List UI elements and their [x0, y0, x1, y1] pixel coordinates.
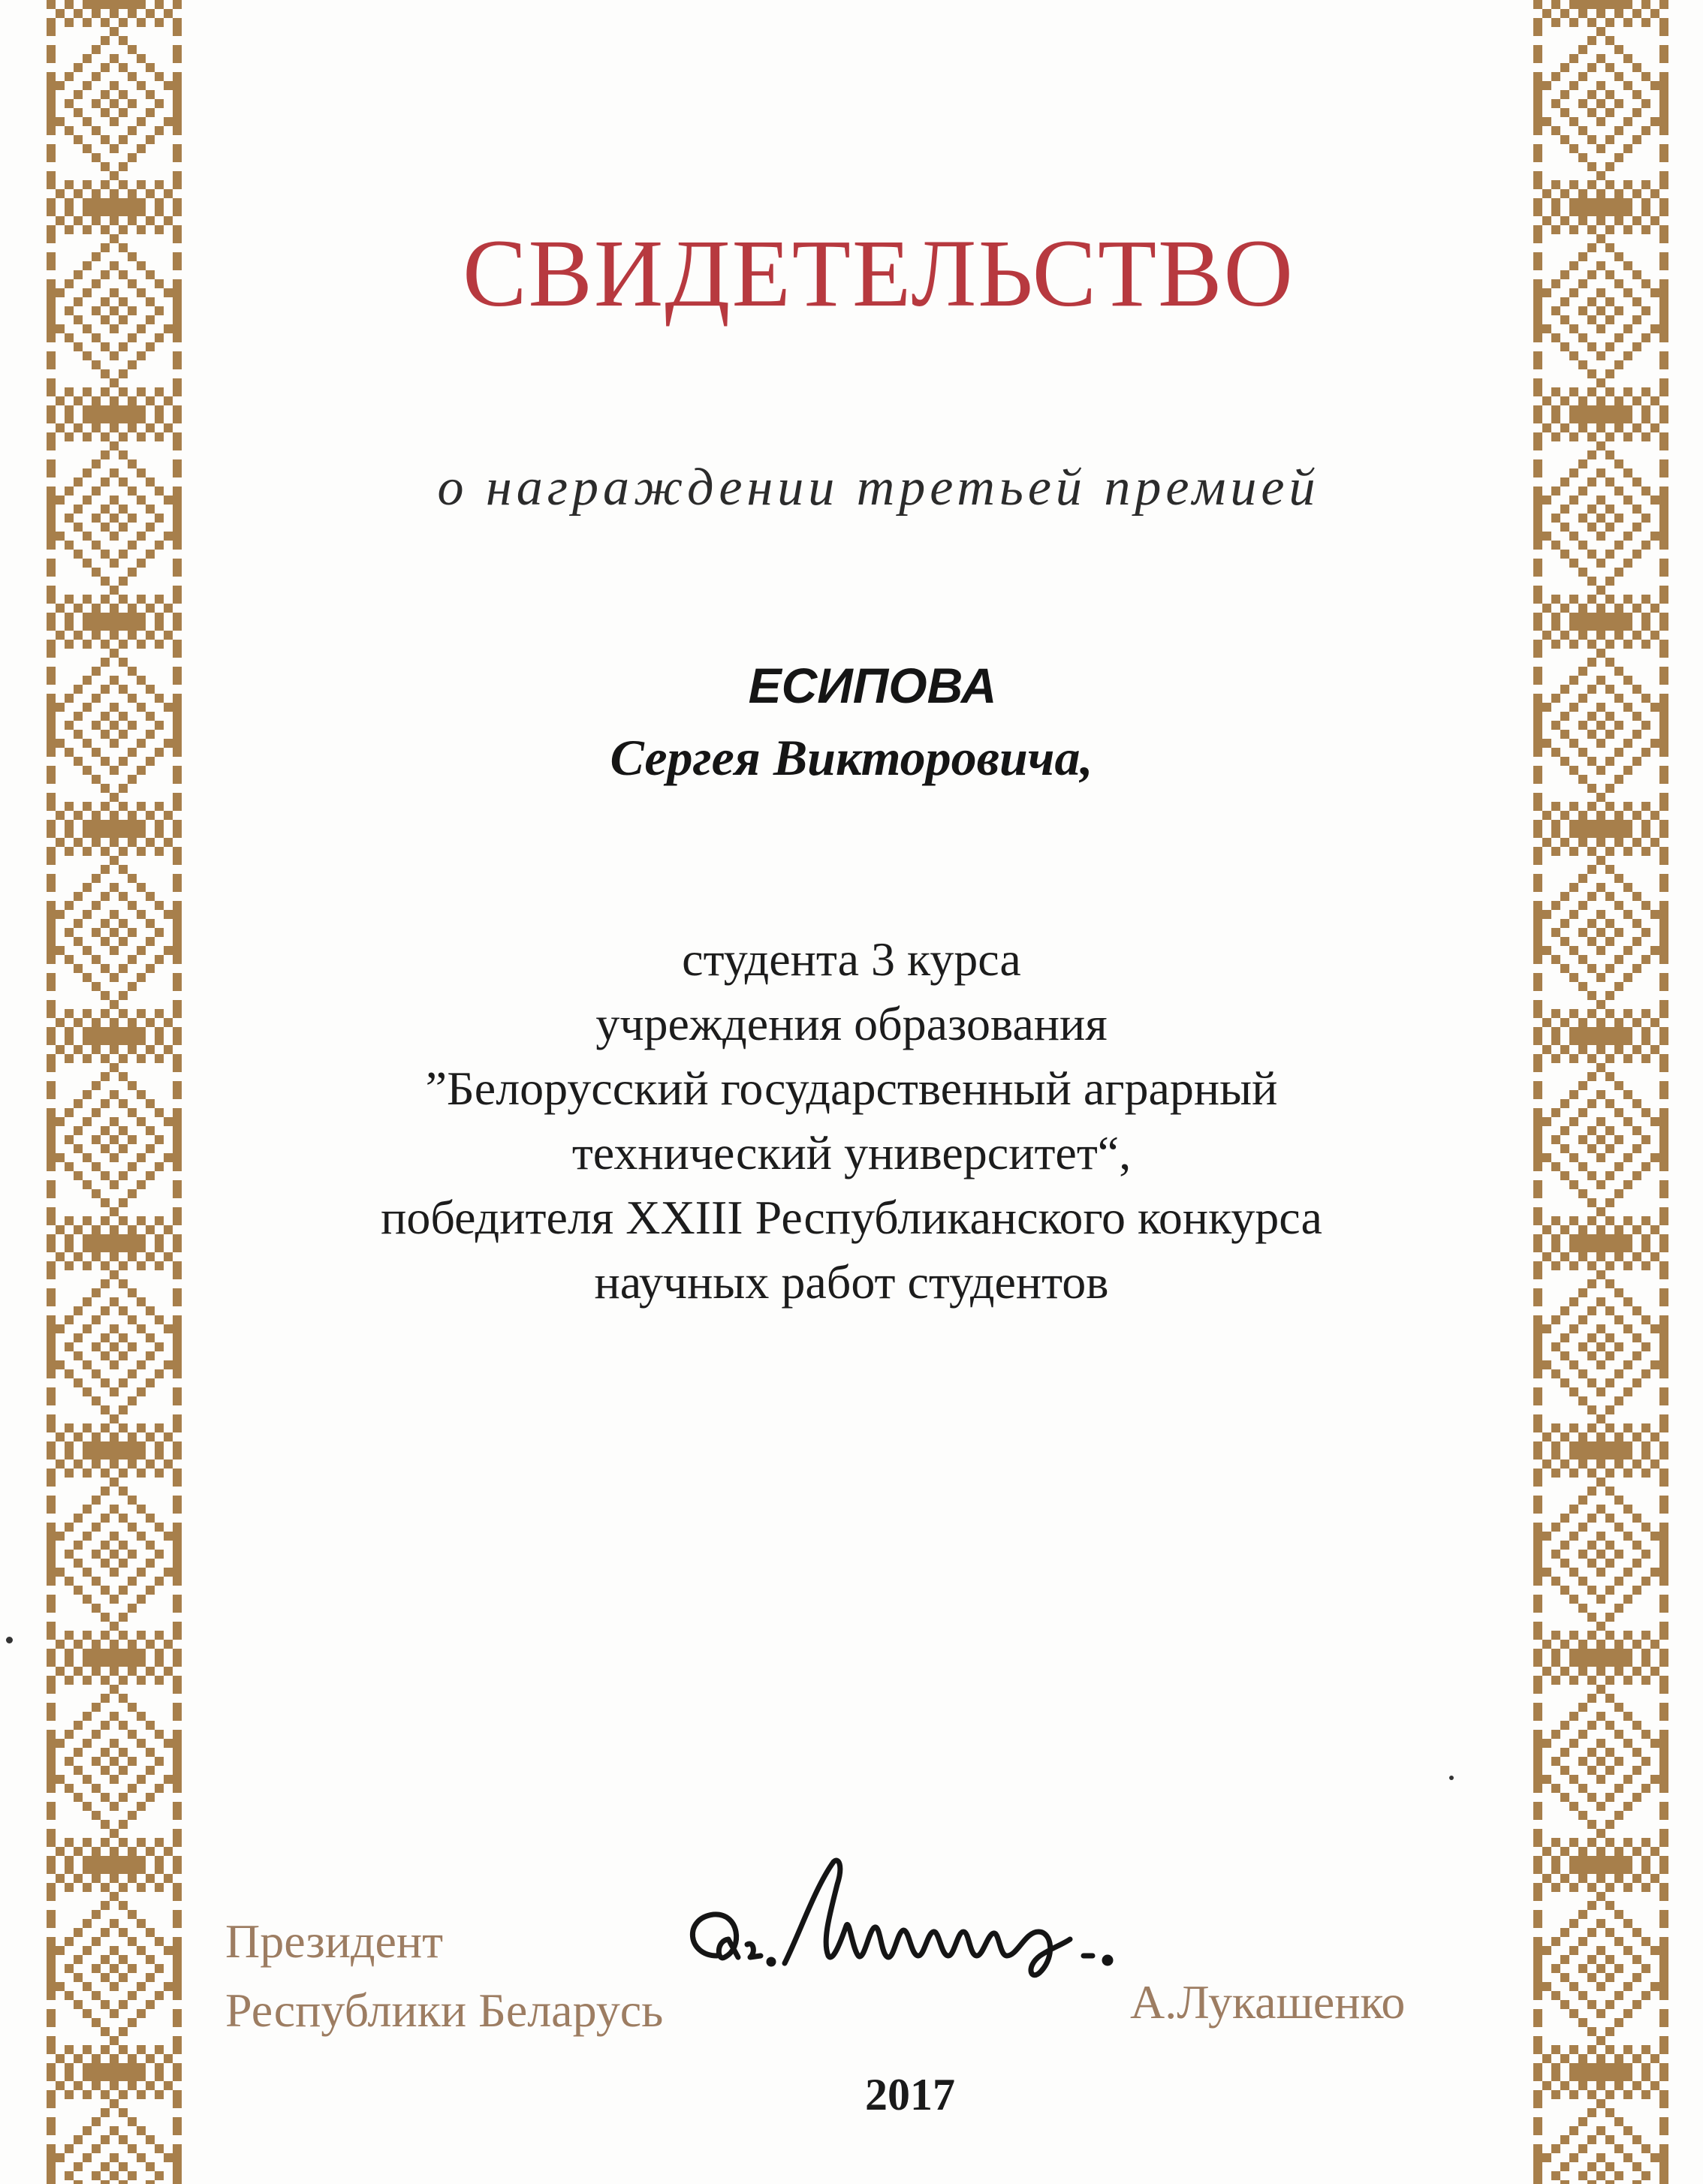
description-line: студента 3 курса [682, 932, 1021, 986]
description-line: технический университет“, [571, 1126, 1132, 1179]
signatory-name: А.Лукашенко [1130, 1975, 1406, 2029]
recipient-given-names: Сергея Викторовича, [610, 729, 1093, 786]
description-line: научных работ студентов [594, 1255, 1109, 1309]
certificate-year: 2017 [865, 2070, 955, 2119]
certificate-title: СВИДЕТЕЛЬСТВО [463, 220, 1295, 327]
signatory-title-line: Президент [225, 1914, 444, 1968]
scan-speck [6, 1637, 13, 1643]
scan-speck [1449, 1776, 1454, 1780]
signatory-title-line: Республики Беларусь [225, 1984, 664, 2037]
recipient-description [0, 927, 1703, 1315]
handwritten-signature [672, 1843, 1153, 1993]
recipient-surname: ЕСИПОВА [748, 658, 997, 713]
description-line: ”Белорусский государственный аграрный [425, 1062, 1278, 1115]
description-line: учреждения образования [595, 997, 1108, 1050]
description-line: победителя XXIII Республиканского конкурса [381, 1191, 1322, 1244]
award-line: о награждении третьей премией [437, 459, 1320, 517]
signatory-title [225, 1907, 663, 2045]
